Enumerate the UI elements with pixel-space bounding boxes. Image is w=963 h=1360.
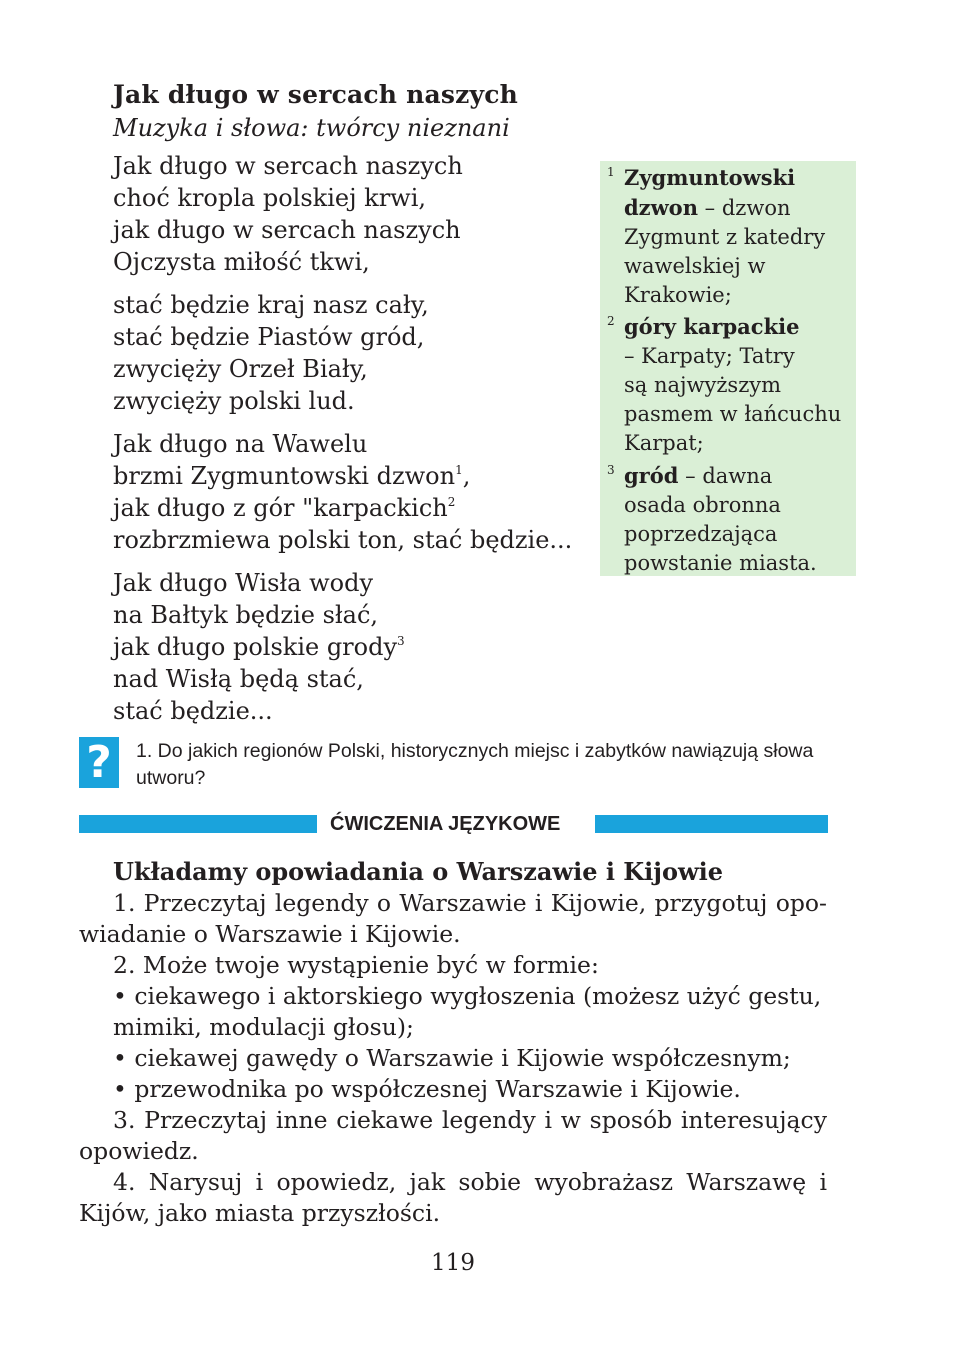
verse-line: stać będzie... — [113, 697, 273, 725]
footnote-text: Zygmuntowski dzwon – dzwon Zygmunt z katedry wawelskiej w Krakowie; — [624, 165, 826, 307]
verse-line: jak długo z gór "karpackich$^2$ — [113, 494, 456, 522]
exercise-line: mimiki, modulacji głosu); — [113, 1013, 414, 1041]
verse-line: zwycięży polski lud. — [113, 387, 355, 415]
verse-line: choć kropla polskiej krwi, — [113, 184, 427, 212]
footnote-ref-3: 3 — [397, 634, 405, 648]
exercise-line: 2. Może twoje wystąpienie być w formie: — [113, 951, 599, 979]
exercise-title: Układamy opowiadania o Warszawie i Kijowie — [113, 857, 724, 886]
verse-line: jak długo polskie grody$^3$ — [113, 633, 405, 661]
verse-line: na Bałtyk będzie słać, — [113, 601, 379, 629]
exercise-line: • ciekawego i aktorskiego wygłoszenia (możesz użyć gestu, — [113, 982, 822, 1010]
verse-line: zwycięży Orzeł Biały, — [113, 355, 368, 383]
exercise-line: 1. Przeczytaj legendy o Warszawie i Kijowie, przygotuj opo- — [113, 889, 827, 917]
section-title: ĆWICZENIA JĘZYKOWE — [330, 813, 561, 835]
footnote-number: 2 — [607, 314, 615, 328]
stanza-4 — [113, 567, 405, 727]
exercise-line: wiadanie o Warszawie i Kijowie. — [79, 920, 461, 948]
song-title: Jak długo w sercach naszych — [113, 80, 519, 109]
exercise-line: 4. Narysuj i opowiedz, jak sobie wyobrażasz Warszawę i — [113, 1168, 827, 1196]
page-number: 119 — [431, 1250, 475, 1276]
footnote-number: 3 — [607, 463, 615, 477]
question-text: 1. Do jakich regionów Polski, historycznych miejsc i zabytków nawiązują słowa utworu? — [136, 740, 814, 789]
exercise-line: • ciekawej gawędy o Warszawie i Kijowie współczesnym; — [113, 1044, 791, 1072]
stanza-3 — [113, 428, 572, 556]
verse-line: Jak długo Wisła wody — [113, 569, 374, 597]
verse-line: Jak długo w sercach naszych — [113, 152, 463, 180]
exercise-line: Kijów, jako miasta przyszłości. — [79, 1199, 441, 1227]
verse-line: nad Wisłą będą stać, — [113, 665, 364, 693]
stanza-2 — [113, 289, 429, 417]
question-mark-icon: ? — [79, 737, 119, 788]
footnote-ref-1: 1 — [455, 463, 463, 477]
verse-line: Ojczysta miłość tkwi, — [113, 248, 370, 276]
verse-line: rozbrzmiewa polski ton, stać będzie... — [113, 526, 573, 554]
verse-line: stać będzie Piastów gród, — [113, 323, 425, 351]
verse-line: jak długo w sercach naszych — [113, 216, 461, 244]
verse-line: brzmi Zygmuntowski dzwon$^1$, — [113, 462, 471, 490]
footnote-text: góry karpackie – Karpaty; Tatry są najwyższym pasmem w łańcuchu Karpat; — [624, 314, 842, 455]
footnote-number: 1 — [607, 165, 615, 179]
verse-line: stać będzie kraj nasz cały, — [113, 291, 429, 319]
exercise-line: 3. Przeczytaj inne ciekawe legendy i w sposób interesujący — [113, 1106, 827, 1134]
exercise-line: opowiedz. — [79, 1137, 199, 1165]
exercise-line: • przewodnika po współczesnej Warszawie i Kijowie. — [113, 1075, 741, 1103]
footnote-ref-2: 2 — [447, 495, 456, 509]
footnotes-box — [600, 161, 856, 576]
footnote-text: gród – dawna osada obronna poprzedzająca powstanie miasta. — [624, 463, 817, 575]
verse-line: Jak długo na Wawelu — [113, 430, 368, 458]
song-authors: Muzyka i słowa: twórcy nieznani — [113, 114, 510, 142]
stanza-1 — [113, 150, 463, 278]
section-bar-left — [79, 815, 317, 833]
section-bar-right — [595, 815, 828, 833]
